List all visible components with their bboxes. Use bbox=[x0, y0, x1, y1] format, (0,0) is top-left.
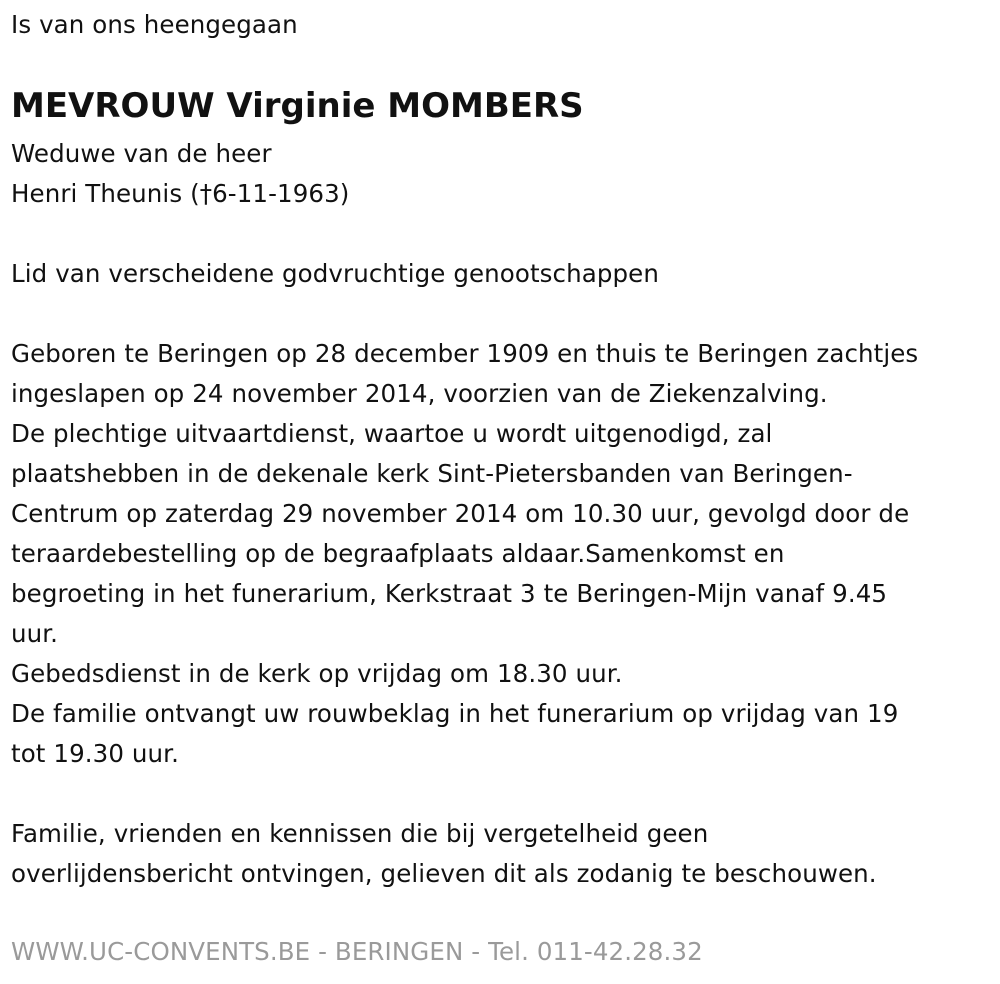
details-line: De familie ontvangt uw rouwbeklag in het funerarium op vrijdag van 19 bbox=[11, 699, 899, 728]
notice-line: overlijdensbericht ontvingen, gelieven dit als zodanig te beschouwen. bbox=[11, 859, 877, 888]
details-line: begroeting in het funerarium, Kerkstraat 3 te Beringen-Mijn vanaf 9.45 bbox=[11, 579, 888, 608]
details-line: ingeslapen op 24 november 2014, voorzien van de Ziekenzalving. bbox=[11, 379, 828, 408]
deceased-name: MEVROUW Virginie MOMBERS bbox=[11, 86, 584, 126]
details-line: Gebedsdienst in de kerk op vrijdag om 18.30 uur. bbox=[11, 659, 623, 688]
relation-line-2: Henri Theunis (†6-11-1963) bbox=[11, 179, 350, 208]
intro-text: Is van ons heengegaan bbox=[11, 10, 298, 39]
relation-line-1: Weduwe van de heer bbox=[11, 139, 272, 168]
details-line: teraardebestelling op de begraafplaats aldaar.Samenkomst en bbox=[11, 539, 785, 568]
details-line: plaatshebben in de dekenale kerk Sint-Pietersbanden van Beringen- bbox=[11, 459, 853, 488]
details-line: Centrum op zaterdag 29 november 2014 om 10.30 uur, gevolgd door de bbox=[11, 499, 910, 528]
notice-line: Familie, vrienden en kennissen die bij vergetelheid geen bbox=[11, 819, 709, 848]
details-line: Geboren te Beringen op 28 december 1909 en thuis te Beringen zachtjes bbox=[11, 339, 919, 368]
details-line: tot 19.30 uur. bbox=[11, 739, 179, 768]
membership-text: Lid van verscheidene godvruchtige genootschappen bbox=[11, 259, 659, 288]
details-line: uur. bbox=[11, 619, 59, 648]
footer-contact: WWW.UC-CONVENTS.BE - BERINGEN - Tel. 011-42.28.32 bbox=[11, 937, 703, 966]
details-line: De plechtige uitvaartdienst, waartoe u wordt uitgenodigd, zal bbox=[11, 419, 773, 448]
